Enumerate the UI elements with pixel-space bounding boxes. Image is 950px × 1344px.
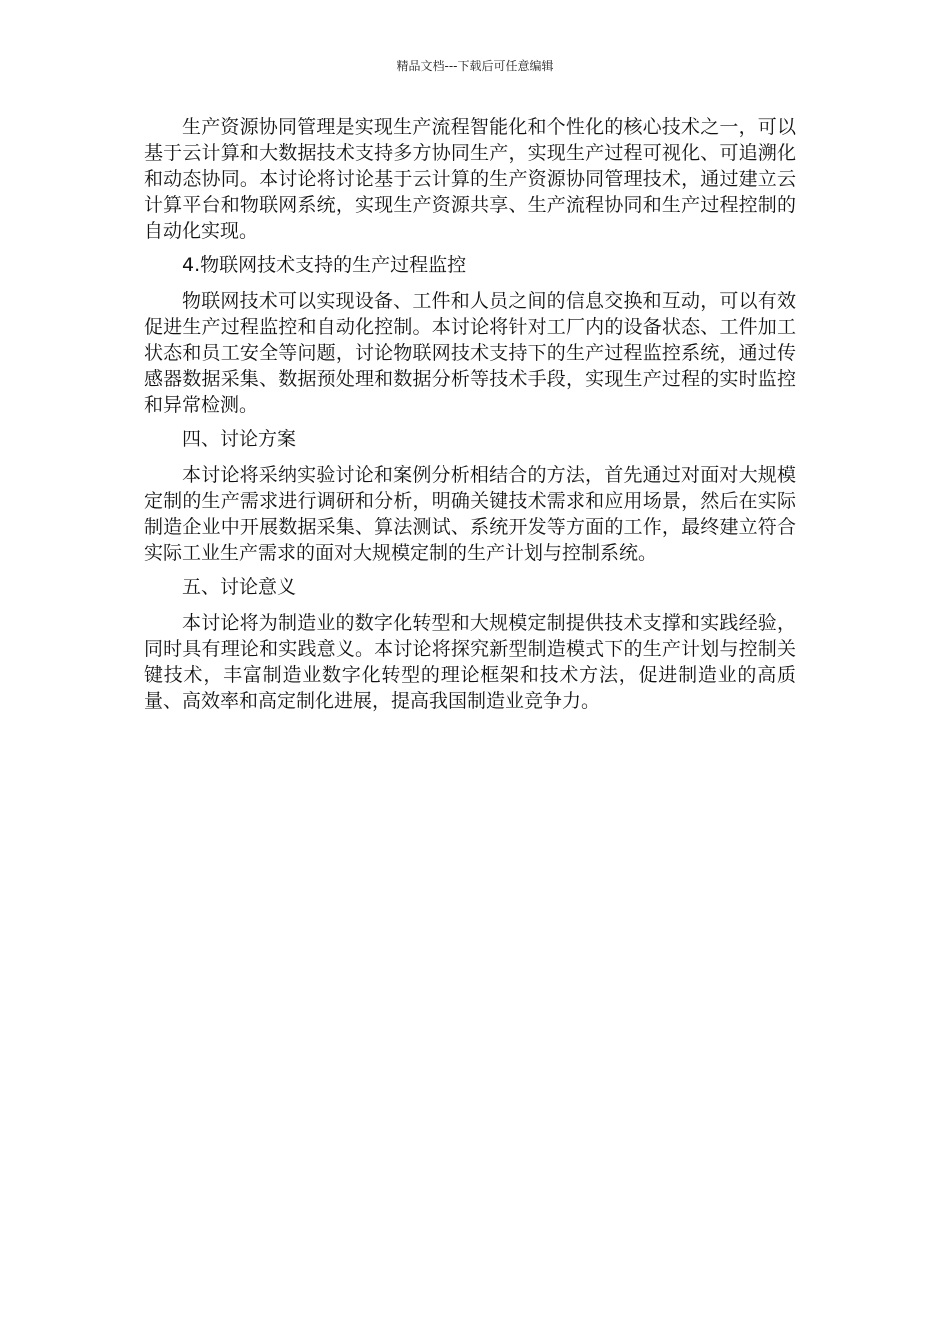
page-header: 精品文档---下载后可任意编辑 xyxy=(396,59,554,73)
section-heading-significance: 五、讨论意义 xyxy=(182,576,297,598)
paragraph-resource-management: 生产资源协同管理是实现生产流程智能化和个性化的核心技术之一，可以基于云计算和大数据技术支持多方协同生产，实现生产过程可视化、可追溯化和动态协同。本讨论将讨论基于云计算的生产资源协同管理技术，通过建立云计算平台和物联网系统，实现生产资源共享、生产流程协同和生产过程控制的自动化实现。 xyxy=(144,116,796,242)
paragraph-significance: 本讨论将为制造业的数字化转型和大规模定制提供技术支撑和实践经验，同时具有理论和实践意义。本讨论将探究新型制造模式下的生产计划与控制关键技术，丰富制造业数字化转型的理论框架和技术方法，促进制造业的高质量、高效率和高定制化进展，提高我国制造业竞争力。 xyxy=(144,612,796,712)
section-heading-plan: 四、讨论方案 xyxy=(182,428,297,450)
section-heading-iot-monitoring: 4.物联网技术支持的生产过程监控 xyxy=(182,254,467,276)
paragraph-plan: 本讨论将采纳实验讨论和案例分析相结合的方法，首先通过对面对大规模定制的生产需求进行调研和分析，明确关键技术需求和应用场景，然后在实际制造企业中开展数据采集、算法测试、系统开发等方面的工作，最终建立符合实际工业生产需求的面对大规模定制的生产计划与控制系统。 xyxy=(144,464,796,564)
paragraph-iot-monitoring: 物联网技术可以实现设备、工件和人员之间的信息交换和互动，可以有效促进生产过程监控和自动化控制。本讨论将针对工厂内的设备状态、工件加工状态和员工安全等问题，讨论物联网技术支持下的生产过程监控系统，通过传感器数据采集、数据预处理和数据分析等技术手段，实现生产过程的实时监控和异常检测。 xyxy=(144,290,796,416)
document-body xyxy=(144,114,796,722)
